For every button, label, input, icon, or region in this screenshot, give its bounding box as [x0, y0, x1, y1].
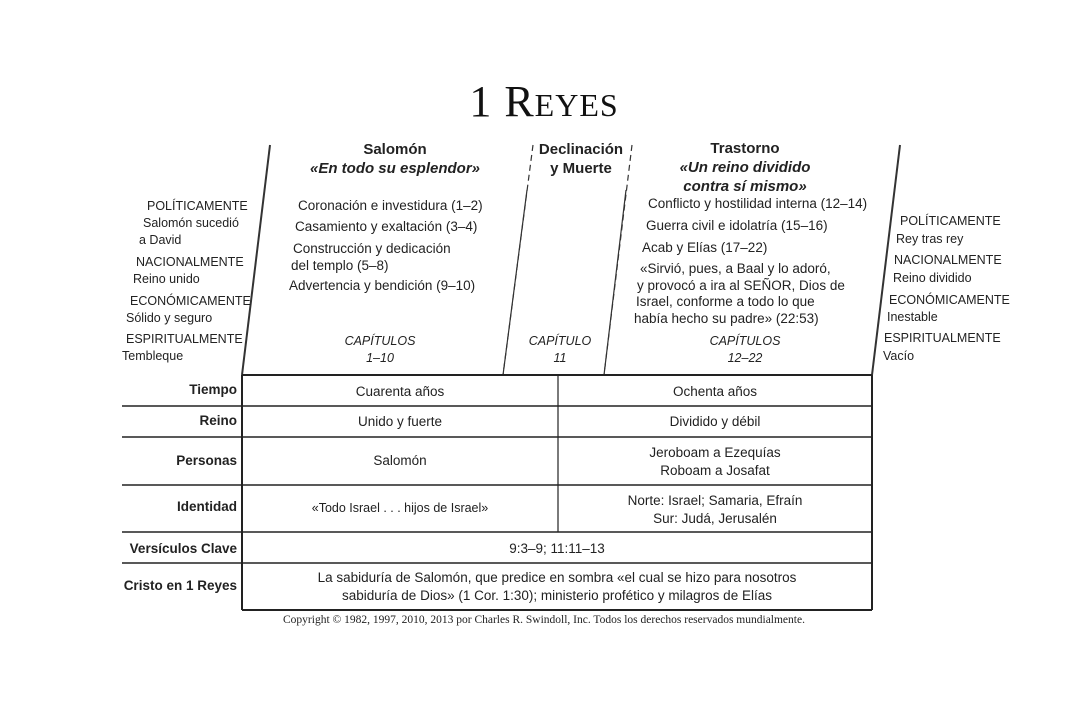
right-side-value: Rey tras rey: [896, 232, 964, 246]
cell-tiempo-right: Ochenta años: [672, 384, 758, 399]
right-side-label-economicamente: ECONÓMICAMENTE: [889, 293, 1010, 307]
left-side-label-nacionalmente: NACIONALMENTE: [136, 255, 244, 269]
cell-personas-right: Jeroboam a Ezequías Roboam a Josafat: [649, 445, 781, 478]
row-label-personas: Personas: [176, 453, 237, 468]
left-side-value: Tembleque: [122, 349, 184, 363]
right-side-value: Vacío: [883, 349, 915, 363]
copyright-notice: Copyright © 1982, 1997, 2010, 2013 por Charles R. Swindoll, Inc. Todos los derechos reservados mundialmente.: [283, 614, 805, 626]
cell-reino-left: Unido y fuerte: [357, 414, 443, 429]
right-side-value: Reino dividido: [893, 271, 972, 285]
left-item: Coronación e investidura (1–2): [298, 198, 483, 213]
cell-tiempo-left: Cuarenta años: [355, 384, 445, 399]
chapters-declinacion: CAPÍTULO 11: [528, 334, 592, 365]
right-item: «Sirvió, pues, a Baal y lo adoró,: [640, 261, 831, 276]
left-item: Construcción y dedicación: [293, 241, 451, 256]
right-item: Guerra civil e idolatría (15–16): [646, 218, 828, 233]
section-declinacion-header: Declinación y Muerte: [538, 141, 624, 177]
page-title: 1 REYES: [469, 77, 619, 126]
right-side-label-espiritualmente: ESPIRITUALMENTE: [884, 331, 1001, 345]
section-salomon-header: Salomón «En todo su esplendor»: [309, 141, 481, 177]
right-item: Israel, conforme a todo lo que: [636, 294, 815, 309]
right-side-value: Inestable: [887, 310, 938, 324]
row-label-tiempo: Tiempo: [189, 382, 237, 397]
left-slant-line: [242, 145, 270, 375]
left-side-value: Reino unido: [133, 272, 200, 286]
chapters-salomon: CAPÍTULOS 1–10: [344, 334, 416, 365]
right-side-label-politicamente: POLÍTICAMENTE: [900, 214, 1001, 228]
left-side-value: Sólido y seguro: [126, 311, 213, 325]
left-side-label-politicamente: POLÍTICAMENTE: [147, 199, 248, 213]
cell-reino-right: Dividido y débil: [669, 414, 761, 429]
row-label-versiculos: Versículos Clave: [129, 541, 237, 556]
left-item: Advertencia y bendición (9–10): [289, 278, 476, 293]
cell-cristo: La sabiduría de Salomón, que predice en sombra «el cual se hizo para nosotros sabiduría de Dios» (1 Cor. 1:30); ministerio profético y milagros de Elías: [317, 570, 797, 603]
right-item: y provocó a ira al SEÑOR, Dios de: [637, 278, 845, 293]
right-side-label-nacionalmente: NACIONALMENTE: [894, 253, 1002, 267]
cell-personas-left: Salomón: [373, 453, 427, 468]
left-side-value: Salomón sucedió: [143, 216, 239, 230]
cell-versiculos: 9:3–9; 11:11–13: [509, 541, 605, 556]
right-item: había hecho su padre» (22:53): [634, 311, 819, 326]
left-side-label-espiritualmente: ESPIRITUALMENTE: [126, 332, 243, 346]
left-item: Casamiento y exaltación (3–4): [295, 219, 478, 234]
left-side-value: a David: [139, 233, 182, 247]
right-item: Acab y Elías (17–22): [642, 240, 768, 255]
row-label-reino: Reino: [199, 413, 237, 428]
cell-identidad-right: Norte: Israel; Samaria, Efraín Sur: Judá, Jerusalén: [627, 493, 803, 526]
cell-identidad-left: «Todo Israel . . . hijos de Israel»: [311, 501, 489, 515]
left-item: del templo (5–8): [291, 258, 389, 273]
row-label-cristo: Cristo en 1 Reyes: [123, 578, 237, 593]
left-side-label-economicamente: ECONÓMICAMENTE: [130, 294, 251, 308]
section-trastorno-header: Trastorno «Un reino dividido contra sí mismo»: [679, 140, 811, 195]
right-item: Conflicto y hostilidad interna (12–14): [648, 196, 868, 211]
chapters-trastorno: CAPÍTULOS 12–22: [709, 334, 781, 365]
row-label-identidad: Identidad: [177, 499, 237, 514]
